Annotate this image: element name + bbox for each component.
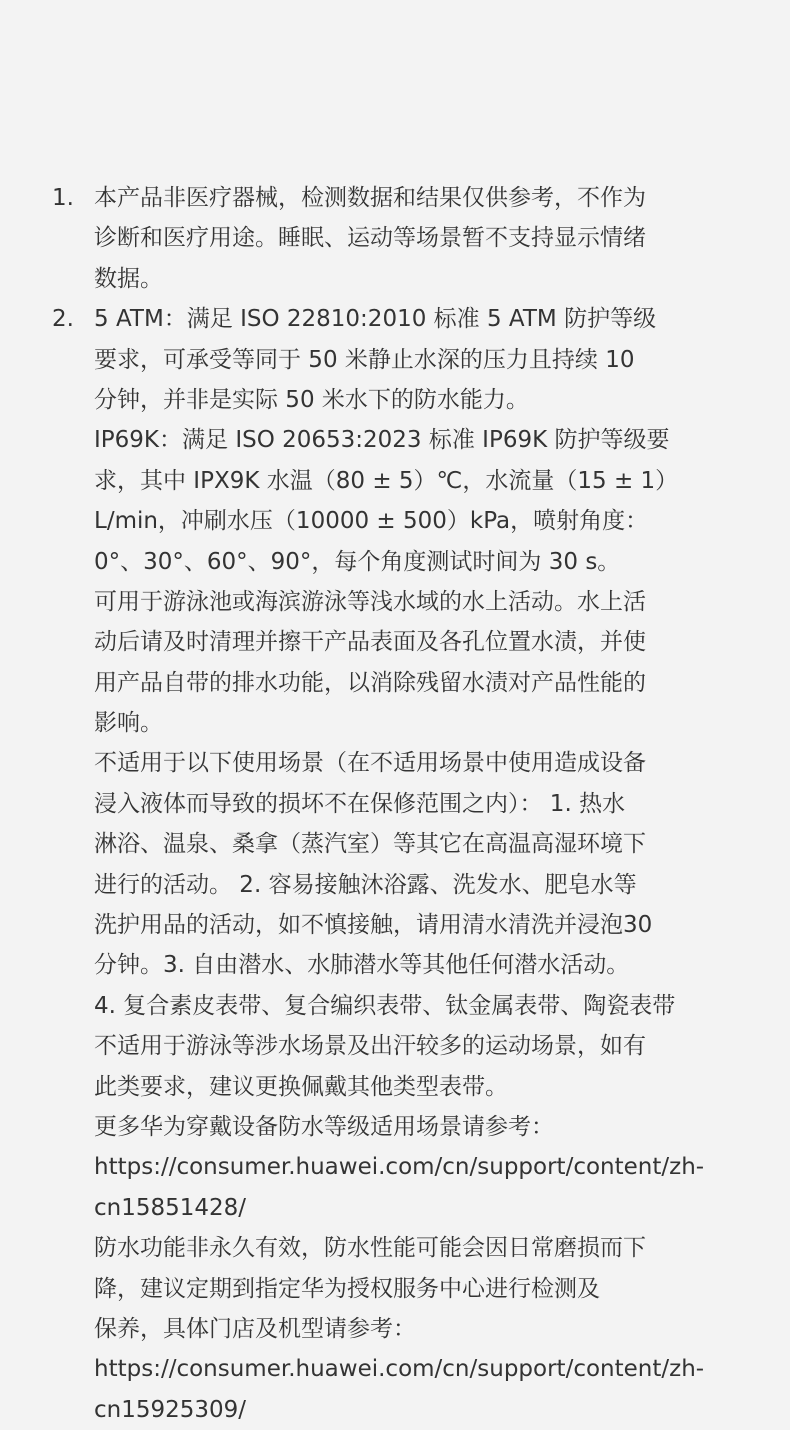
note-line: 数据。 [94, 265, 163, 292]
waterproof-scenarios-link[interactable]: cn15851428/ [94, 1194, 247, 1221]
note-line: 进行的活动。 2. 容易接触沐浴露、洗发水、肥皂水等 [94, 871, 637, 898]
note-line: 更多华为穿戴设备防水等级适用场景请参考： [94, 1113, 554, 1140]
note-number: 1. [52, 185, 74, 211]
note-line: 本产品非医疗器械，检测数据和结果仅供参考，不作为 [94, 185, 646, 211]
notes-list [0, 178, 790, 1430]
note-line: 浸入液体而导致的损坏不在保修范围之内）： 1. 热水 [94, 790, 626, 817]
note-line: 影响。 [94, 710, 163, 737]
note-line: 不适用于以下使用场景（在不适用场景中使用造成设备 [94, 750, 646, 777]
note-line: 不适用于游泳等涉水场景及出汗较多的运动场景，如有 [94, 1033, 646, 1060]
note-line: 5 ATM：满足 ISO 22810:2010 标准 5 ATM 防护等级 [94, 306, 657, 333]
note-line: 可用于游泳池或海滨游泳等浅水域的水上活动。水上活 [94, 588, 646, 615]
service-center-link[interactable]: cn15925309/ [94, 1396, 247, 1423]
note-line: 0°、30°、60°、90°，每个角度测试时间为 30 s。 [94, 548, 621, 575]
note-line: 淋浴、温泉、桑拿（蒸汽室）等其它在高温高湿环境下 [94, 831, 646, 858]
service-center-link[interactable]: https://consumer.huawei.com/cn/support/content/zh- [94, 1356, 705, 1383]
note-line: 防水功能非永久有效，防水性能可能会因日常磨损而下 [94, 1235, 646, 1262]
note-line: 动后请及时清理并擦干产品表面及各孔位置水渍，并使 [94, 629, 646, 656]
note-line: 此类要求，建议更换佩戴其他类型表带。 [94, 1073, 508, 1100]
note-line: 降，建议定期到指定华为授权服务中心进行检测及 [94, 1275, 600, 1302]
note-item-2 [0, 299, 790, 1430]
note-number: 2. [52, 306, 74, 333]
note-line: 保养，具体门店及机型请参考： [94, 1315, 416, 1342]
note-line: 要求，可承受等同于 50 米静止水深的压力且持续 10 [94, 346, 635, 373]
note-line: 分钟，并非是实际 50 米水下的防水能力。 [94, 386, 529, 413]
note-line: 用产品自带的排水功能，以消除残留水渍对产品性能的 [94, 669, 646, 696]
note-line: 洗护用品的活动，如不慎接触，请用清水清洗并浸泡30 [94, 912, 653, 939]
note-line: 诊断和医疗用途。睡眠、运动等场景暂不支持显示情绪 [94, 225, 646, 252]
note-line: 4. 复合素皮表带、复合编织表带、钛金属表带、陶瓷表带 [94, 992, 676, 1019]
waterproof-scenarios-link[interactable]: https://consumer.huawei.com/cn/support/content/zh- [94, 1154, 705, 1181]
note-item-1 [0, 178, 790, 299]
note-line: L/min，冲刷水压（10000 ± 500）kPa，喷射角度： [94, 508, 649, 535]
note-line: IP69K：满足 ISO 20653:2023 标准 IP69K 防护等级要 [94, 427, 670, 454]
note-line: 分钟。3. 自由潜水、水肺潜水等其他任何潜水活动。 [94, 952, 630, 979]
note-line: 求，其中 IPX9K 水温（80 ± 5）℃，水流量（15 ± 1） [94, 467, 679, 494]
